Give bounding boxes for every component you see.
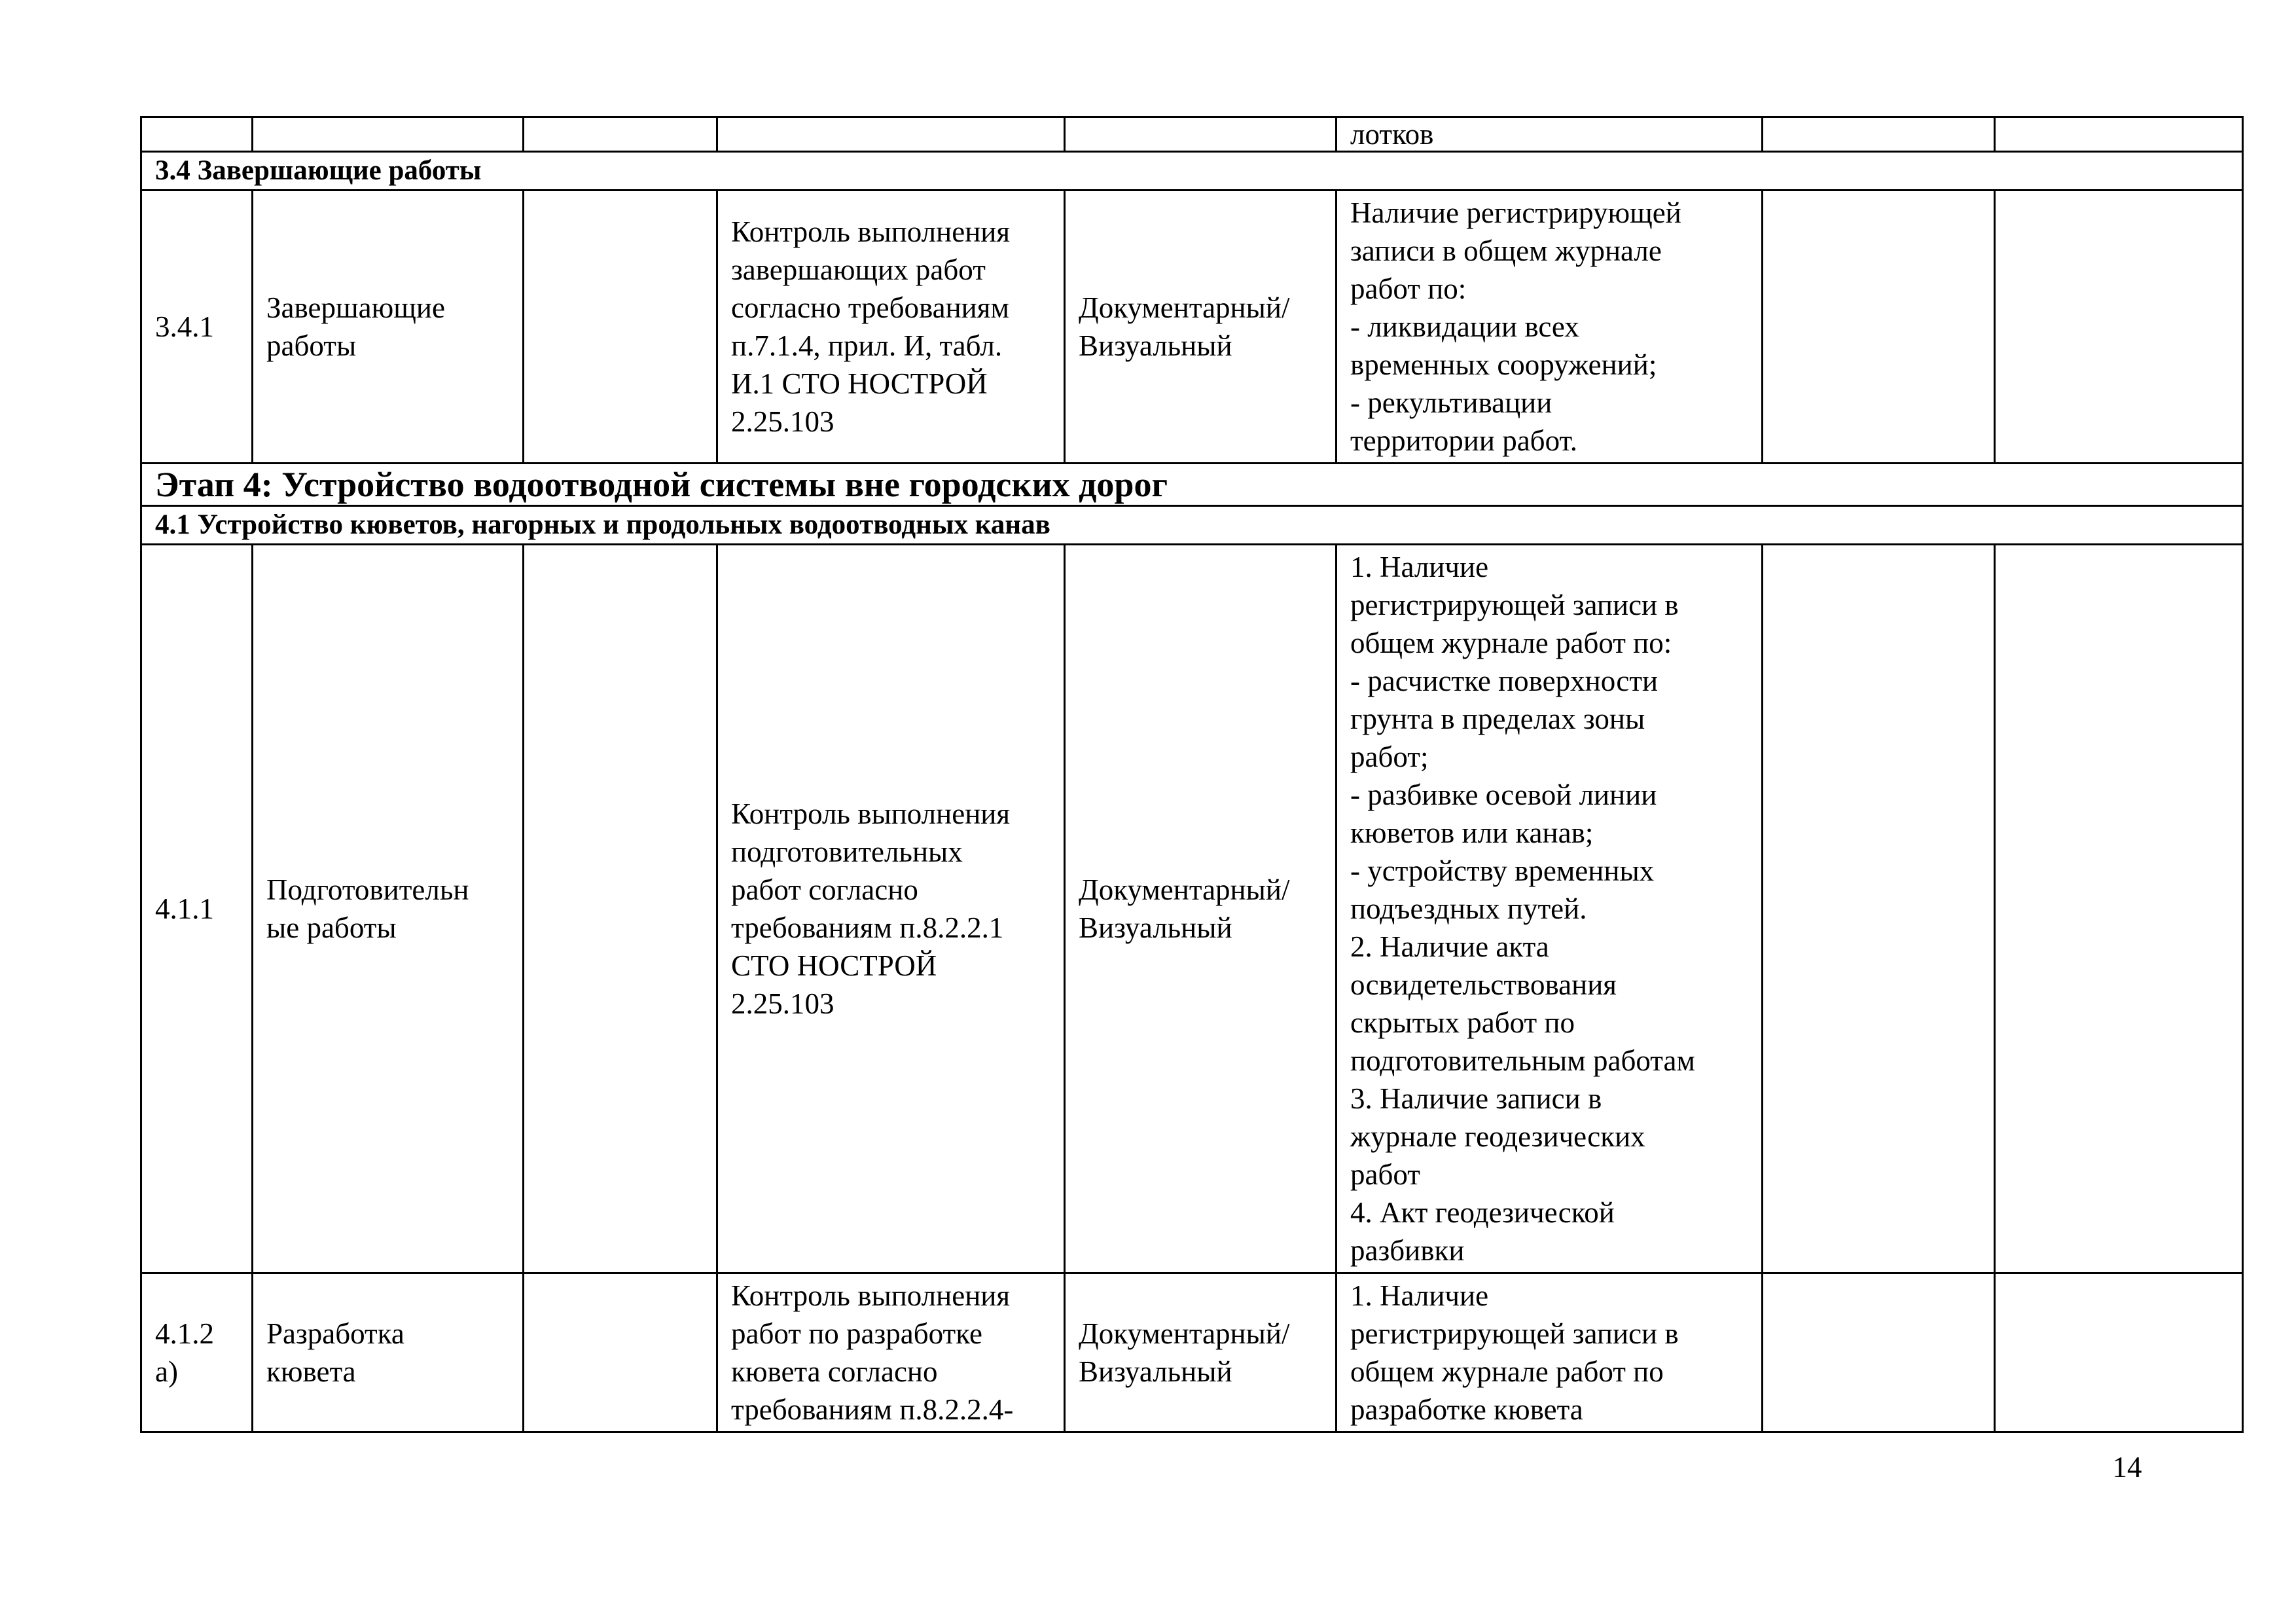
cell-work-name: Подготовительн ые работы bbox=[253, 545, 524, 1273]
cell-control: Контроль выполнения работ по разработке кювета согласно требованиям п.8.2.2.4- bbox=[717, 1273, 1065, 1432]
cell-method: Документарный/ Визуальный bbox=[1065, 545, 1336, 1273]
cell-control: Контроль выполнения подготовительных работ согласно требованиям п.8.2.2.1 СТО НОСТРОЙ 2.25.103 bbox=[717, 545, 1065, 1273]
table-row-3-4-1 bbox=[141, 191, 2243, 464]
cell-empty bbox=[524, 191, 717, 464]
cell-result: лотков bbox=[1336, 117, 1763, 152]
section-heading-row bbox=[141, 506, 2243, 545]
cell-number: 3.4.1 bbox=[141, 191, 253, 464]
stage-heading-row bbox=[141, 464, 2243, 506]
section-heading: 4.1 Устройство кюветов, нагорных и продольных водоотводных канав bbox=[141, 506, 2243, 545]
cell-empty bbox=[524, 1273, 717, 1432]
control-table bbox=[140, 116, 2244, 1433]
cell-number: 4.1.1 bbox=[141, 545, 253, 1273]
section-heading-row bbox=[141, 152, 2243, 191]
cell-work-name: Разработка кювета bbox=[253, 1273, 524, 1432]
section-heading: 3.4 Завершающие работы bbox=[141, 152, 2243, 191]
table-row-continuation bbox=[141, 117, 2243, 152]
cell-result: 1. Наличие регистрирующей записи в общем журнале работ по разработке кювета bbox=[1336, 1273, 1763, 1432]
table-row-4-1-2a bbox=[141, 1273, 2243, 1432]
cell-result: 1. Наличие регистрирующей записи в общем журнале работ по: - расчистке поверхности грунта в пределах зоны работ; - разбивке осевой линии кюветов или канав; - устройству временных подъездных путей. 2. Наличие акта освидетельствования скрытых работ по подготовительным работам 3. Наличие записи в журнале геодезических работ 4. Акт геодезической разбивки bbox=[1336, 545, 1763, 1273]
cell-result: Наличие регистрирующей записи в общем журнале работ по: - ликвидации всех временных сооружений; - рекультивации территории работ. bbox=[1336, 191, 1763, 464]
cell-control: Контроль выполнения завершающих работ согласно требованиям п.7.1.4, прил. И, табл. И.1 СТО НОСТРОЙ 2.25.103 bbox=[717, 191, 1065, 464]
document-page bbox=[140, 116, 2242, 1433]
cell-work-name: Завершающие работы bbox=[253, 191, 524, 464]
cell-number: 4.1.2 а) bbox=[141, 1273, 253, 1432]
page-number: 14 bbox=[2112, 1451, 2142, 1484]
cell-method: Документарный/ Визуальный bbox=[1065, 191, 1336, 464]
cell-method: Документарный/ Визуальный bbox=[1065, 1273, 1336, 1432]
table-row-4-1-1 bbox=[141, 545, 2243, 1273]
cell-empty bbox=[524, 545, 717, 1273]
stage-heading: Этап 4: Устройство водоотводной системы вне городских дорог bbox=[141, 464, 2243, 506]
